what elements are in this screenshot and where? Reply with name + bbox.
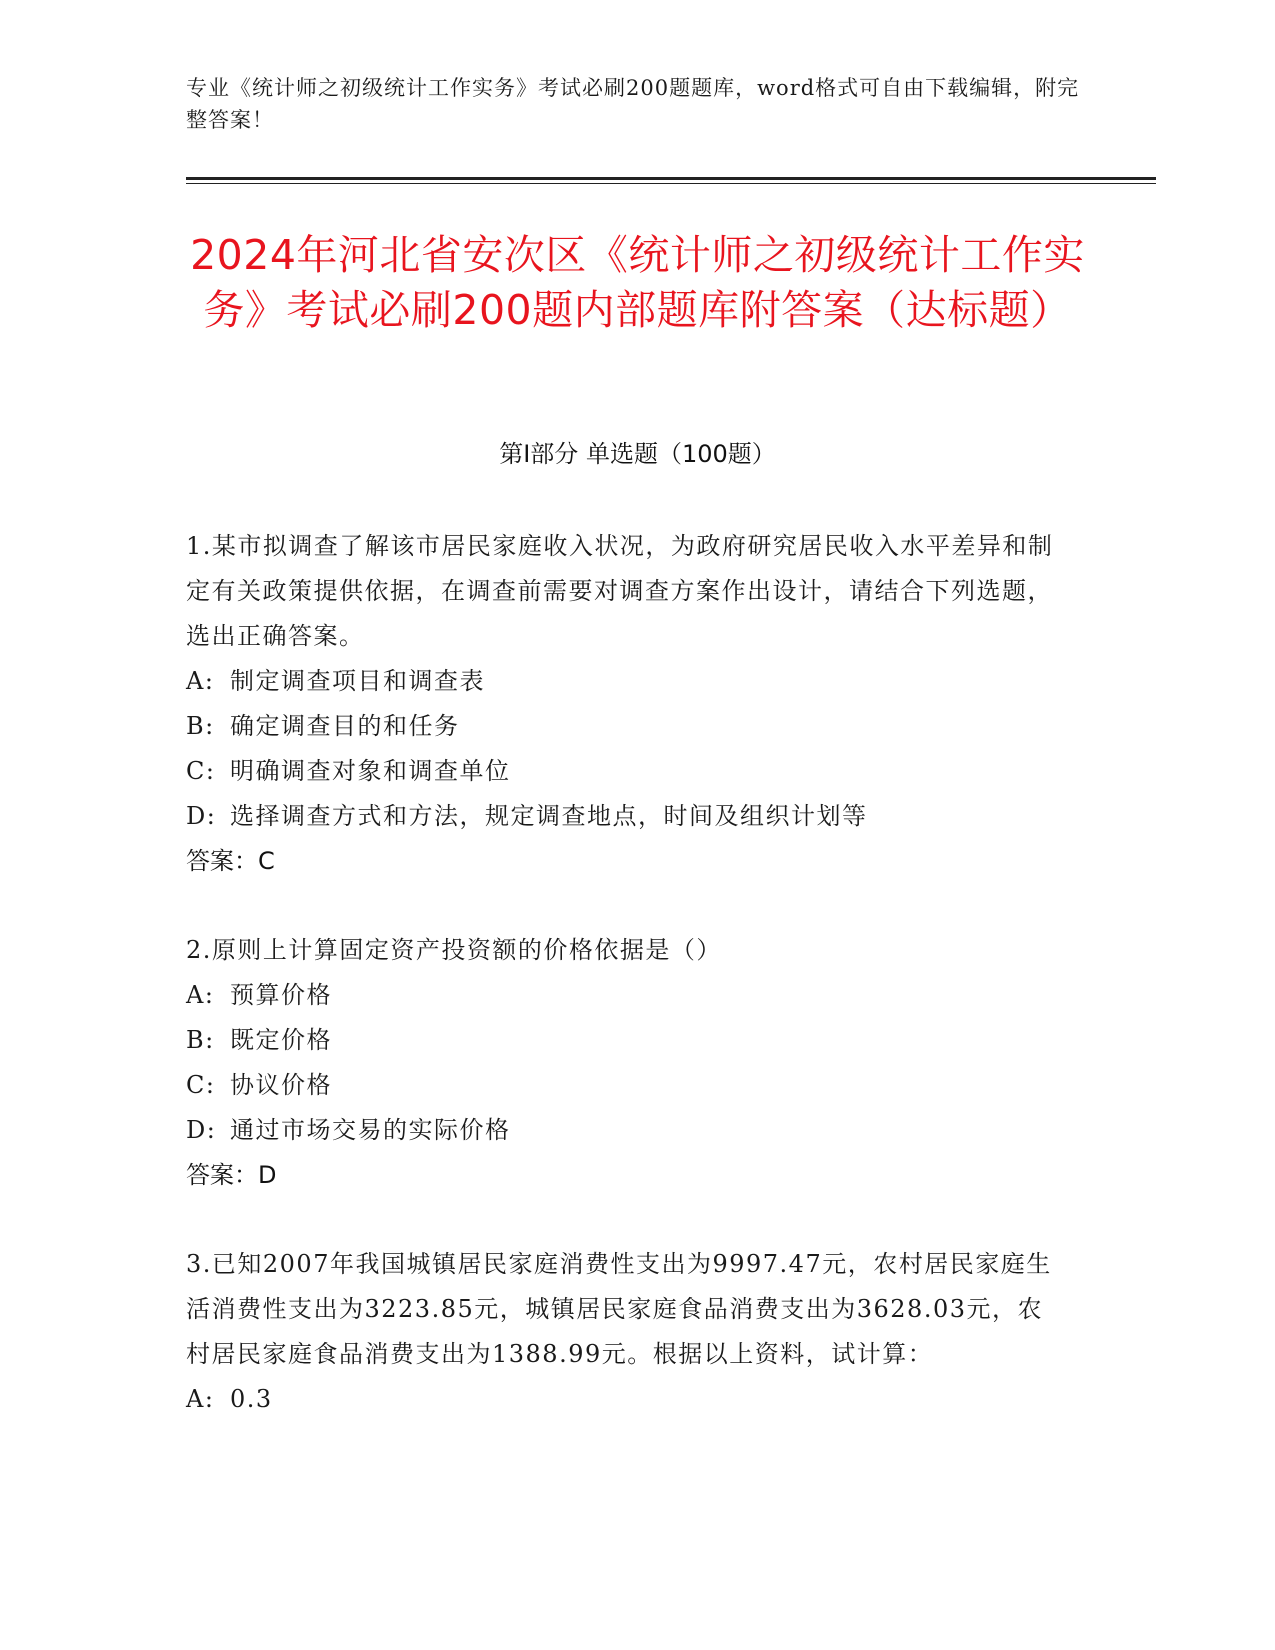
- question-1: [186, 524, 1066, 884]
- document-title: 2024年河北省安次区《统计师之初级统计工作实务》考试必刷200题内部题库附答案（达标题）: [190, 231, 1085, 334]
- question-2: [186, 928, 1066, 1198]
- option-a: [186, 1377, 1066, 1422]
- question-stem: 1.某市拟调查了解该市居民家庭收入状况，为政府研究居民收入水平差异和制定有关政策提供依据，在调查前需要对调查方案作出设计，请结合下列选题，选出正确答案。: [186, 532, 1054, 650]
- option-text: 协议价格: [230, 1071, 332, 1099]
- option-key: B:: [186, 1026, 215, 1054]
- option-text: 预算价格: [230, 981, 332, 1009]
- option-key: C:: [186, 757, 216, 785]
- option-key: D:: [186, 1116, 217, 1144]
- option-key: D:: [186, 802, 217, 830]
- option-text: 通过市场交易的实际价格: [230, 1116, 511, 1144]
- answer-line: 答案：D: [186, 1161, 277, 1189]
- question-stem: 2.原则上计算固定资产投资额的价格依据是（）: [186, 936, 722, 964]
- option-key: A:: [186, 981, 215, 1009]
- option-text: 明确调查对象和调查单位: [230, 757, 511, 785]
- question-list: [186, 524, 1066, 1422]
- answer-line: 答案：C: [186, 847, 275, 875]
- question-spacer: [186, 884, 1066, 928]
- option-text: 确定调查目的和任务: [230, 712, 460, 740]
- question-3: [186, 1242, 1066, 1422]
- option-text: 0.3: [230, 1385, 273, 1413]
- option-text: 制定调查项目和调查表: [230, 667, 485, 695]
- option-b: [186, 704, 1066, 749]
- question-spacer: [186, 1198, 1066, 1242]
- option-d: [186, 794, 1066, 839]
- question-stem: 3.已知2007年我国城镇居民家庭消费性支出为9997.47元，农村居民家庭生活消费性支出为3223.85元，城镇居民家庭食品消费支出为3628.03元，农村居民家庭食品消费支出为1388.99元。根据以上资料，试计算：: [186, 1250, 1052, 1368]
- option-c: [186, 749, 1066, 794]
- option-text: 选择调查方式和方法，规定调查地点，时间及组织计划等: [230, 802, 868, 830]
- option-key: C:: [186, 1071, 216, 1099]
- option-key: A:: [186, 1385, 215, 1413]
- header-note: 专业《统计师之初级统计工作实务》考试必刷200题题库，word格式可自由下载编辑，附完整答案！: [186, 76, 1080, 132]
- option-c: [186, 1063, 1066, 1108]
- option-a: [186, 659, 1066, 704]
- option-key: A:: [186, 667, 215, 695]
- option-b: [186, 1018, 1066, 1063]
- option-a: [186, 973, 1066, 1018]
- section-heading: 第I部分 单选题（100题）: [499, 440, 776, 468]
- option-key: B:: [186, 712, 215, 740]
- option-d: [186, 1108, 1066, 1153]
- header-divider-thin: [186, 183, 1156, 184]
- header-divider-thick: [186, 177, 1156, 180]
- option-text: 既定价格: [230, 1026, 332, 1054]
